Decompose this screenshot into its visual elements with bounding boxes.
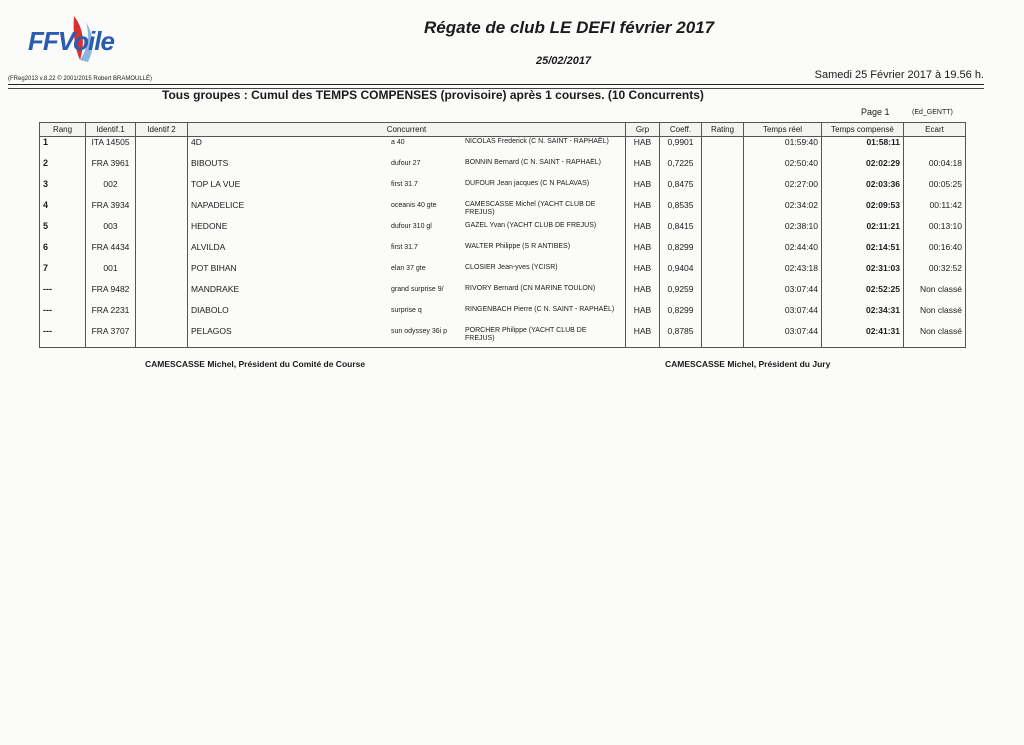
cell-concurrent: TOP LA VUE first 31.7 DUFOUR Jean jacques (C N PALAVAS) xyxy=(188,179,626,200)
col-identif1: Identif.1 xyxy=(86,123,136,137)
cell-rang: 2 xyxy=(40,158,86,179)
cell-rang: --- xyxy=(40,305,86,326)
cell-coeff: 0,8535 xyxy=(660,200,702,221)
cell-temps-reel: 03:07:44 xyxy=(744,326,822,348)
cell-rang: --- xyxy=(40,326,86,348)
skipper-club: CLOSIER Jean-yves (YCISR) xyxy=(465,264,558,271)
skipper-club: BONNIN Bernard (C N. SAINT - RAPHAËL) xyxy=(465,159,602,166)
cell-identif2 xyxy=(136,263,188,284)
document-title: Régate de club LE DEFI février 2017 xyxy=(424,18,715,37)
cell-identif1: 003 xyxy=(86,221,136,242)
cell-identif2 xyxy=(136,221,188,242)
cell-temps-reel: 03:07:44 xyxy=(744,305,822,326)
col-coeff: Coeff. xyxy=(660,123,702,137)
cell-rang: 1 xyxy=(40,137,86,159)
cell-temps-compense: 02:52:25 xyxy=(822,284,904,305)
cell-grp: HAB xyxy=(626,221,660,242)
cell-rang: --- xyxy=(40,284,86,305)
cell-coeff: 0,9901 xyxy=(660,137,702,159)
col-grp: Grp xyxy=(626,123,660,137)
cell-temps-reel: 02:44:40 xyxy=(744,242,822,263)
cell-concurrent: 4D a 40 NICOLAS Frederick (C N. SAINT - RAPHAËL) xyxy=(188,137,626,159)
cell-identif1: FRA 3934 xyxy=(86,200,136,221)
cell-coeff: 0,9404 xyxy=(660,263,702,284)
boat-model: surprise q xyxy=(391,307,422,314)
cell-temps-compense: 01:58:11 xyxy=(822,137,904,159)
cell-ecart: 00:32:52 xyxy=(904,263,966,284)
software-credit: (FReg2013 v.8.22 © 2001/2015 Robert BRAMOULLÉ) xyxy=(8,76,153,82)
cell-rang: 7 xyxy=(40,263,86,284)
cell-coeff: 0,8415 xyxy=(660,221,702,242)
cell-identif1: ITA 14505 xyxy=(86,137,136,159)
jury-signature: CAMESCASSE Michel, Président du Jury xyxy=(665,359,831,369)
col-identif2: Identif 2 xyxy=(136,123,188,137)
cell-rating xyxy=(702,179,744,200)
cell-temps-reel: 01:59:40 xyxy=(744,137,822,159)
cell-grp: HAB xyxy=(626,263,660,284)
table-row xyxy=(40,284,966,305)
cell-rating xyxy=(702,137,744,159)
ffvoile-logo xyxy=(28,12,148,68)
cell-temps-reel: 02:27:00 xyxy=(744,179,822,200)
cell-ecart: Non classé xyxy=(904,305,966,326)
cell-identif2 xyxy=(136,179,188,200)
cell-ecart: 00:16:40 xyxy=(904,242,966,263)
skipper-club: WALTER Philippe (S R ANTIBES) xyxy=(465,243,571,250)
cell-rang: 3 xyxy=(40,179,86,200)
cell-identif2 xyxy=(136,326,188,348)
results-table xyxy=(39,122,966,348)
cell-rating xyxy=(702,242,744,263)
cell-identif1: FRA 9482 xyxy=(86,284,136,305)
col-rating: Rating xyxy=(702,123,744,137)
cell-coeff: 0,8299 xyxy=(660,305,702,326)
cell-ecart xyxy=(904,137,966,159)
print-date: Samedi 25 Février 2017 à 19.56 h. xyxy=(814,69,984,81)
cell-identif1: FRA 4434 xyxy=(86,242,136,263)
boat-model: oceanis 40 gte xyxy=(391,202,437,209)
cell-concurrent: DIABOLO surprise q RINGENBACH Pierre (C N. SAINT - RAPHAËL) xyxy=(188,305,626,326)
header-rule xyxy=(8,84,984,85)
cell-temps-compense: 02:41:31 xyxy=(822,326,904,348)
table-row xyxy=(40,137,966,159)
boat-model: dufour 310 gl xyxy=(391,223,432,230)
cell-grp: HAB xyxy=(626,137,660,159)
cell-temps-reel: 02:34:02 xyxy=(744,200,822,221)
table-row xyxy=(40,179,966,200)
table-row xyxy=(40,242,966,263)
cell-identif2 xyxy=(136,284,188,305)
cell-rating xyxy=(702,221,744,242)
cell-temps-reel: 02:38:10 xyxy=(744,221,822,242)
cell-rating xyxy=(702,326,744,348)
cell-identif2 xyxy=(136,137,188,159)
boat-model: dufour 27 xyxy=(391,160,421,167)
skipper-club: DUFOUR Jean jacques (C N PALAVAS) xyxy=(465,180,590,187)
cell-ecart: 00:04:18 xyxy=(904,158,966,179)
cell-rang: 6 xyxy=(40,242,86,263)
cell-coeff: 0,8785 xyxy=(660,326,702,348)
col-rang: Rang xyxy=(40,123,86,137)
cell-rating xyxy=(702,284,744,305)
cell-ecart: 00:11:42 xyxy=(904,200,966,221)
cell-grp: HAB xyxy=(626,326,660,348)
cell-temps-reel: 02:50:40 xyxy=(744,158,822,179)
cell-ecart: 00:05:25 xyxy=(904,179,966,200)
cell-temps-compense: 02:31:03 xyxy=(822,263,904,284)
cell-grp: HAB xyxy=(626,200,660,221)
cell-identif1: 002 xyxy=(86,179,136,200)
cell-identif2 xyxy=(136,305,188,326)
col-ecart: Ecart xyxy=(904,123,966,137)
cell-grp: HAB xyxy=(626,158,660,179)
cell-grp: HAB xyxy=(626,242,660,263)
skipper-club: RIVORY Bernard (CN MARINE TOULON) xyxy=(465,285,596,292)
cell-identif2 xyxy=(136,158,188,179)
cell-identif2 xyxy=(136,200,188,221)
cell-ecart: Non classé xyxy=(904,284,966,305)
skipper-club: GAZEL Yvan (YACHT CLUB DE FREJUS) xyxy=(465,222,597,229)
cell-concurrent: POT BIHAN elan 37 gte CLOSIER Jean-yves (YCISR) xyxy=(188,263,626,284)
cell-coeff: 0,9259 xyxy=(660,284,702,305)
cell-temps-compense: 02:09:53 xyxy=(822,200,904,221)
cell-rating xyxy=(702,158,744,179)
cell-temps-compense: 02:11:21 xyxy=(822,221,904,242)
race-committee-signature: CAMESCASSE Michel, Président du Comité de Course xyxy=(145,359,366,369)
table-row xyxy=(40,326,966,348)
cell-rang: 4 xyxy=(40,200,86,221)
cell-concurrent: HEDONE dufour 310 gl GAZEL Yvan (YACHT CLUB DE FREJUS) xyxy=(188,221,626,242)
table-header-row xyxy=(40,123,966,137)
cell-grp: HAB xyxy=(626,179,660,200)
cell-coeff: 0,8475 xyxy=(660,179,702,200)
boat-model: grand surprise 9/ xyxy=(391,286,444,293)
table-row xyxy=(40,200,966,221)
skipper-club: CAMESCASSE Michel (YACHT CLUB DE FREJUS) xyxy=(465,201,596,216)
boat-model: first 31.7 xyxy=(391,181,418,188)
cell-temps-compense: 02:03:36 xyxy=(822,179,904,200)
table-row xyxy=(40,221,966,242)
cell-grp: HAB xyxy=(626,284,660,305)
col-temps-compense: Temps compensé xyxy=(822,123,904,137)
table-row xyxy=(40,305,966,326)
cell-coeff: 0,7225 xyxy=(660,158,702,179)
results-subtitle: Tous groupes : Cumul des TEMPS COMPENSES (provisoire) après 1 courses. (10 Concurrents) xyxy=(162,88,704,102)
cell-temps-reel: 02:43:18 xyxy=(744,263,822,284)
logo-text: FFVoile xyxy=(28,26,114,56)
skipper-club: NICOLAS Frederick (C N. SAINT - RAPHAËL) xyxy=(465,138,609,145)
boat-model: a 40 xyxy=(391,139,405,146)
cell-identif1: FRA 3707 xyxy=(86,326,136,348)
cell-concurrent: NAPADELICE oceanis 40 gte CAMESCASSE Michel (YACHT CLUB DE FREJUS) xyxy=(188,200,626,221)
cell-ecart: 00:13:10 xyxy=(904,221,966,242)
boat-model: elan 37 gte xyxy=(391,265,426,272)
cell-rating xyxy=(702,305,744,326)
regatta-date: 25/02/2017 xyxy=(536,55,592,67)
results-body xyxy=(40,137,966,348)
edition-code: (Ed_GENTT) xyxy=(912,109,953,116)
cell-temps-reel: 03:07:44 xyxy=(744,284,822,305)
cell-rating xyxy=(702,200,744,221)
cell-identif1: 001 xyxy=(86,263,136,284)
cell-coeff: 0,8299 xyxy=(660,242,702,263)
cell-identif1: FRA 2231 xyxy=(86,305,136,326)
table-row xyxy=(40,263,966,284)
cell-identif2 xyxy=(136,242,188,263)
cell-rating xyxy=(702,263,744,284)
table-row xyxy=(40,158,966,179)
page-number: Page 1 xyxy=(861,107,890,117)
cell-rang: 5 xyxy=(40,221,86,242)
cell-concurrent: PELAGOS sun odyssey 36i p PORCHER Philippe (YACHT CLUB DE FREJUS) xyxy=(188,326,626,348)
cell-temps-compense: 02:14:51 xyxy=(822,242,904,263)
skipper-club: RINGENBACH Pierre (C N. SAINT - RAPHAËL) xyxy=(465,306,615,313)
cell-temps-compense: 02:02:29 xyxy=(822,158,904,179)
skipper-club: PORCHER Philippe (YACHT CLUB DE FREJUS) xyxy=(465,327,587,342)
cell-concurrent: MANDRAKE grand surprise 9/ RIVORY Bernard (CN MARINE TOULON) xyxy=(188,284,626,305)
cell-concurrent: ALVILDA first 31.7 WALTER Philippe (S R ANTIBES) xyxy=(188,242,626,263)
col-concurrent: Concurrent xyxy=(188,123,626,137)
cell-ecart: Non classé xyxy=(904,326,966,348)
boat-model: sun odyssey 36i p xyxy=(391,328,448,335)
cell-concurrent: BIBOUTS dufour 27 BONNIN Bernard (C N. SAINT - RAPHAËL) xyxy=(188,158,626,179)
cell-grp: HAB xyxy=(626,305,660,326)
cell-temps-compense: 02:34:31 xyxy=(822,305,904,326)
boat-model: first 31.7 xyxy=(391,244,418,251)
cell-identif1: FRA 3961 xyxy=(86,158,136,179)
col-temps-reel: Temps réel xyxy=(744,123,822,137)
